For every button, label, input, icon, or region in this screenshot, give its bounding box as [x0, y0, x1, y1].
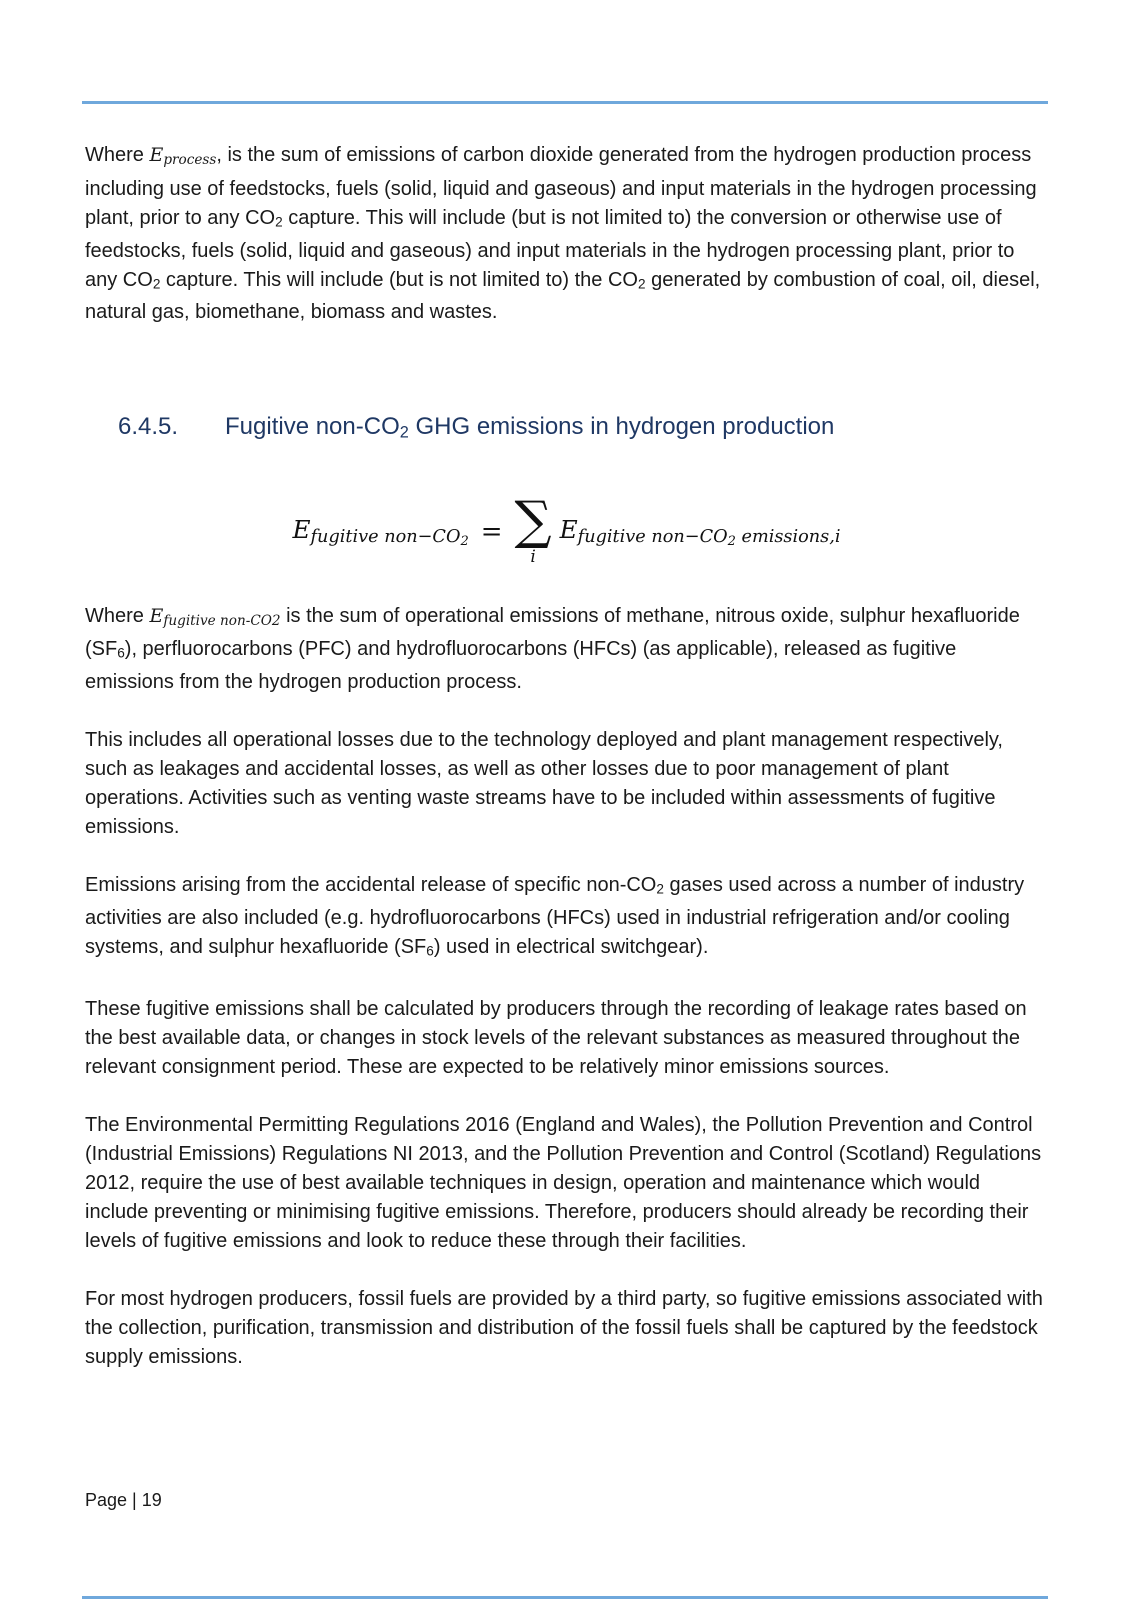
- page-footer: Page | 19: [85, 1490, 162, 1510]
- sigma-symbol: ∑: [514, 490, 552, 551]
- summation: [514, 490, 552, 567]
- section-title: Fugitive non-CO2 GHG emissions in hydrogen production: [225, 413, 835, 442]
- page-content: [85, 141, 1048, 1401]
- equation-fugitive-nonco2: [85, 490, 1048, 567]
- section-number: 6.4.5.: [118, 413, 179, 441]
- paragraph-efugitive-definition: Where Efugitive non-CO2 is the sum of operational emissions of methane, nitrous oxide, sulphur hexafluoride (SF6), perfluorocarbons (PFC) and hydrofluorocarbons (HFCs) (as applicable), released as fugitive emissions from the hydrogen production process.: [85, 604, 1020, 694]
- header-rule: [82, 101, 1048, 104]
- footer-rule: [82, 1596, 1048, 1599]
- paragraph-leakage-calculation: These fugitive emissions shall be calculated by producers through the recording of leakage rates based on the best available data, or changes in stock levels of the relevant substances as measured throughout the relevant consignment period. These are expected to be relatively minor emissions sources.: [85, 997, 1027, 1078]
- equation-lhs: Efugitive $non-CO_2$: [292, 514, 469, 549]
- equals-sign: =: [480, 516, 503, 547]
- paragraph-accidental-release: Emissions arising from the accidental release of specific non-CO2 gases used across a number of industry activities are also included (e.g. hydrofluorocarbons (HFCs) used in industrial refrigeration and/or cooling systems, and sulphur hexafluoride (SF6) used in electrical switchgear).: [85, 874, 1025, 959]
- paragraph-eprocess-definition: Where Eprocess, is the sum of emissions of carbon dioxide generated from the hydrogen production process including use of feedstocks, fuels (solid, liquid and gaseous) and input materials in the hydrogen processing plant, prior to any CO2 capture. This will include (but is not limited to) the conversion or otherwise use of feedstocks, fuels (solid, liquid and gaseous) and input materials in the hydrogen processing plant, prior to any CO2 capture. This will include (but is not limited to) the CO2 generated by combustion of coal, oil, diesel, natural gas, biomethane, biomass and wastes.: [85, 144, 1041, 324]
- paragraph-operational-losses: This includes all operational losses due to the technology deployed and plant management respectively, such as leakages and accidental losses, as well as other losses due to poor management of plant operations. Activities such as venting waste streams have to be included within assessments of fugitive emissions.: [85, 729, 1003, 839]
- section-heading-6-4-5: [118, 412, 1048, 447]
- paragraph-third-party-fuels: For most hydrogen producers, fossil fuels are provided by a third party, so fugitive emissions associated with the collection, purification, transmission and distribution of the fossil fuels shall be captured by the feedstock supply emissions.: [85, 1287, 1043, 1368]
- equation-rhs: Efugitive $non-CO_2$ emissions,i: [559, 514, 841, 549]
- summation-index: i: [530, 546, 536, 567]
- paragraph-regulations: The Environmental Permitting Regulations 2016 (England and Wales), the Pollution Prevention and Control (Industrial Emissions) Regulations NI 2013, and the Pollution Prevention and Control (Scotland) Regulations 2012, require the use of best available techniques in design, operation and maintenance which would include preventing or minimising fugitive emissions. Therefore, producers should already be recording their levels of fugitive emissions and look to reduce these through their facilities.: [85, 1113, 1042, 1252]
